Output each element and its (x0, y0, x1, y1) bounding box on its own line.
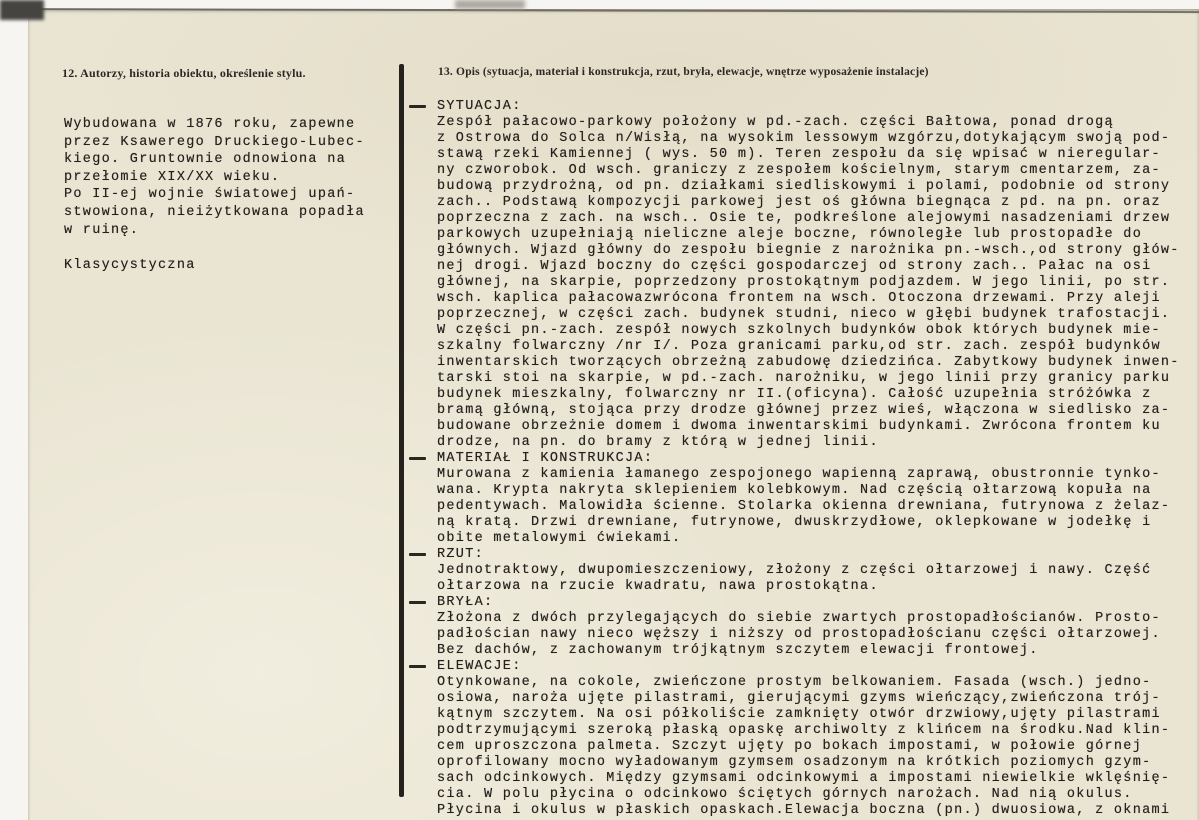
text-line-content: podtrzymującymi szeroką płaską opaskę archiwolty z klińcem na środku.Nad klin- (437, 723, 1171, 738)
text-line-content: budynek mieszkalny, folwarczny nr II.(oficyna). Całość uzupełnia stróżówka z (437, 387, 1152, 402)
text-line (437, 323, 1180, 339)
text-line (437, 195, 1180, 211)
text-line-content: Płycina i okulus w płaskich opaskach.Elewacja boczna (pn.) dwuosiowa, z oknami (437, 803, 1171, 818)
text-line-content: MATERIAŁ I KONSTRUKCJA: (437, 451, 654, 466)
text-line (437, 803, 1180, 819)
section-dash-marker (409, 105, 426, 108)
text-line-content: poprzecznej, w części zach. budynek studni, nieco w głębi budynek trafostacji. (437, 307, 1171, 322)
text-line (437, 707, 1180, 723)
text-line-content (64, 240, 73, 255)
text-line (437, 579, 1180, 595)
text-line-content: budowane obrzeżnie domem i dwoma inwentarskimi budynkami. Zwrócona frontem ku (437, 419, 1161, 434)
text-line-content: Bez dachów, z zachowanym trójkątnym szczytem elewacji frontowej. (437, 643, 1039, 658)
text-line (437, 259, 1180, 275)
text-line (437, 771, 1180, 787)
text-line-content: sach odcinkowych. Między gzymsami odcinkowymi a impostami niewielkie wklęśnię- (437, 771, 1171, 786)
text-line (64, 151, 365, 169)
text-line (437, 339, 1180, 355)
text-line-content: nej drogi. Wjazd boczny do części gospodarczej od strony zach.. Pałac na osi (437, 259, 1152, 274)
text-line (437, 643, 1180, 659)
text-line-content: cia. W polu płycina o odcinkowo ściętych górnych narożach. Nad nią okulus. (437, 787, 1133, 802)
text-line (437, 147, 1180, 163)
text-line (437, 163, 1180, 179)
text-line-content: inwentarskich tworzących obrzeżną zabudowę dziedzińca. Zabytkowy budynek inwen- (437, 355, 1180, 370)
text-line (437, 739, 1180, 755)
text-line-content: padłościan nawy nieco węższy i niższy od prostopadłościanu części ołtarzowej. (437, 627, 1161, 642)
text-line-content: Złożona z dwóch przylegających do siebie zwartych prostopadłościanów. Prosto- (437, 611, 1161, 626)
text-line-content: wana. Krypta nakryta sklepieniem kolebkowym. Nad częścią ołtarzową kopuła na (437, 483, 1152, 498)
text-line (64, 257, 365, 275)
text-line (437, 179, 1180, 195)
text-line-content: przez Ksawerego Druckiego-Lubec- (64, 134, 365, 150)
text-line-content: stwowiona, nieiżytkowana popadła (64, 204, 365, 220)
text-line-content: osiowa, naroża ujęte pilastrami, gierującymi gzyms wieńczący,zwieńczona trój- (437, 691, 1161, 706)
text-line-content: ELEWACJE: (437, 659, 522, 674)
text-line-content: BRYŁA: (437, 595, 494, 610)
text-line (437, 275, 1180, 291)
text-line (437, 483, 1180, 499)
text-line-content: pedentywach. Malowidła ścienne. Stolarka okienna drewniana, futrynowa z żelaz- (437, 499, 1171, 514)
section-dash-marker (409, 601, 426, 604)
text-line-content: Murowana z kamienia łamanego zespojonego wapienną zaprawą, obustronnie tynko- (437, 467, 1161, 482)
text-line (437, 451, 1180, 467)
text-line-content: zach.. Podstawą kompozycji parkowej jest oś główna biegnąca z pd. na pn. oraz (437, 195, 1161, 210)
text-line (437, 435, 1180, 451)
text-line (437, 403, 1180, 419)
text-line-content: Po II-ej wojnie światowej upań- (64, 187, 356, 203)
text-line (437, 419, 1180, 435)
scan-artifact-corner-smudge (0, 0, 44, 20)
text-line (437, 115, 1180, 131)
text-line (437, 627, 1180, 643)
text-line-content: RZUT: (437, 547, 485, 562)
text-line-content: ołtarzowa na rzucie kwadratu, nawa prostokątna. (437, 579, 879, 594)
text-line-content: Jednotraktowy, dwupomieszczeniowy, złożony z części ołtarzowej i nawy. Część (437, 563, 1152, 578)
text-line-content: poprzeczna z zach. na wsch.. Osie te, podkreślone alejowymi nasadzeniami drzew (437, 211, 1171, 226)
text-line-content: szkalny folwarczny /nr I/. Poza granicami parku,od str. zach. zespół budynków (437, 339, 1161, 354)
text-line-content: kątnym szczytem. Na osi półkoliście zamknięty otwór drzwiowy,ujęty pilastrami (437, 707, 1161, 722)
text-line-content: ną kratą. Drzwi drewniane, futrynowe, dwuskrzydłowe, oklepkowane w jodełkę i (437, 515, 1152, 530)
text-line-content: głównej, na skarpie, poprzedzony prostokątnym podjazdem. W jego linii, po str. (437, 275, 1171, 290)
scan-artifact-edge-smudge (455, 0, 525, 9)
text-line (437, 547, 1180, 563)
text-line-content: tarski stoi na skarpie, w pd.-zach. narożniku, w jego linii przy granicy parku (437, 371, 1171, 386)
text-line (437, 531, 1180, 547)
text-line (64, 222, 365, 240)
text-line-content: budową przydrożną, od pn. działkami siedliskowymi i polami, podobnie od strony (437, 179, 1171, 194)
text-line (64, 186, 365, 204)
text-line-content: W części pn.-zach. zespół nowych szkolnych budynków obok których budynek mie- (437, 323, 1161, 338)
section-dash-marker (409, 665, 426, 668)
text-line-content: z Ostrowa do Solca n/Wisłą, na wysokim lessowym wzgórzu,dotykającym swoją pod- (437, 131, 1171, 146)
text-line-content: parkowych uzupełniają nieliczne aleje boczne, równoległe lub prostopadłe do (437, 227, 1143, 242)
text-line-content: bramą główną, stojąca przy drodze głównej przez wieś, włączona w siedlisko za- (437, 403, 1171, 418)
text-line (437, 387, 1180, 403)
text-line (64, 116, 365, 134)
text-line (437, 227, 1180, 243)
text-line (437, 291, 1180, 307)
text-line (64, 239, 365, 257)
text-line-content: oprofilowany mocno wyładowanym gzymsem osadzonym na krótkich poziomych gzym- (437, 755, 1152, 770)
text-line (437, 563, 1180, 579)
history-style-text-block (64, 116, 365, 274)
field-12-label: 12. Autorzy, historia obiektu, określenie stylu. (62, 66, 306, 80)
field-13-label: 13. Opis (sytuacja, materiał i konstrukcja, rzut, bryła, elewacje, wnętrze wyposażenie instalacje) (438, 66, 929, 78)
text-line (437, 243, 1180, 259)
text-line-content: kiego. Gruntownie odnowiona na (64, 152, 347, 168)
text-line-content: głównych. Wjazd główny do zespołu biegnie z narożnika pn.-wsch.,od strony głów- (437, 243, 1180, 258)
text-line (437, 307, 1180, 323)
text-line (437, 515, 1180, 531)
text-line (437, 499, 1180, 515)
text-line-content: Otynkowane, na cokole, zwieńczone prostym belkowaniem. Fasada (wsch.) jedno- (437, 675, 1152, 690)
text-line (437, 659, 1180, 675)
text-line (437, 691, 1180, 707)
text-line (437, 211, 1180, 227)
text-line (64, 204, 365, 222)
text-line (437, 675, 1180, 691)
text-line-content: przełomie XIX/XX wieku. (64, 169, 281, 185)
text-line-content: drodze, na pn. do bramy z którą w jednej linii. (437, 435, 879, 450)
text-line (437, 723, 1180, 739)
column-divider (399, 64, 404, 797)
text-line (437, 467, 1180, 483)
text-line (437, 787, 1180, 803)
text-line (437, 371, 1180, 387)
text-line-content: ny czworobok. Od wsch. graniczy z zespołem kościelnym, starym cmentarzem, za- (437, 163, 1161, 178)
text-line (64, 169, 365, 187)
text-line-content: w ruinę. (64, 222, 140, 238)
text-line (437, 131, 1180, 147)
section-dash-marker (409, 553, 426, 556)
text-line-content: wsch. kaplica pałacowazwrócona frontem na wsch. Otoczona drzewami. Przy aleji (437, 291, 1161, 306)
text-line-content: SYTUACJA: (437, 99, 522, 114)
section-dash-marker (409, 457, 426, 460)
text-line (437, 355, 1180, 371)
text-line-content: stawą rzeki Kamiennej ( wys. 50 m). Teren zespołu da się wpisać w nieregular- (437, 147, 1161, 162)
text-line (64, 134, 365, 152)
text-line (437, 595, 1180, 611)
text-line-content: cem uproszczona palmeta. Szczyt ujęty po bokach impostami, w połowie górnej (437, 739, 1143, 754)
text-line (437, 755, 1180, 771)
description-text-block (437, 99, 1180, 819)
text-line (437, 611, 1180, 627)
text-line-content: obite metalowymi ćwiekami. (437, 531, 682, 546)
text-line-content: Wybudowana w 1876 roku, zapewne (64, 117, 356, 132)
text-line-content: Zespół pałacowo-parkowy położony w pd.-zach. części Bałtowa, ponad drogą (437, 115, 1114, 130)
text-line-content: Klasycystyczna (64, 257, 196, 273)
text-line (437, 99, 1180, 115)
